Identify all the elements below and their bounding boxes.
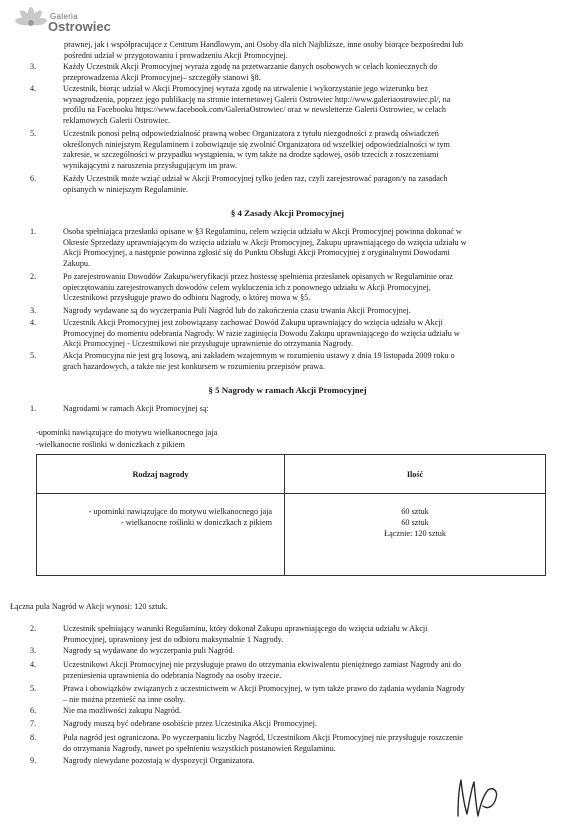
table-header-cell: Ilość: [285, 455, 546, 494]
item-number: 4.: [30, 660, 37, 669]
item-number: 5.: [30, 129, 37, 138]
list-item: [30, 624, 546, 645]
item-number: 9.: [30, 756, 37, 765]
text-line: Uczestnik ponosi pełną odpowiedzialność prawną wobec Organizatora z tytułu niezgodności z prawdą oświadczeń: [63, 129, 439, 138]
text-line: Akcji Promocyjnej, a następnie powinna zgłosić się do Punktu Obsługi Akcji Promocyjnej z oryginalnymi Dowodami: [63, 248, 450, 258]
list-item: [30, 306, 546, 317]
text-line: Promocyjnej do momentu odebrania Nagrody. W razie zaginięcia Dowodu Zakupu uprawniającego do wzięcia udziału w: [63, 328, 460, 338]
table-header-row: [37, 455, 546, 494]
item-number: 3.: [30, 306, 37, 315]
prize-table: [36, 454, 546, 576]
text-line: Promocyjnej, uprawniony jest do odbioru maksymalnie 1 Nagrody.: [63, 634, 284, 644]
text-line: Uczestnik Akcji Promocyjnej jest zobowiązany zachować Dowód Zakupu uprawniający do wzięcia udziału w Akcji: [63, 318, 443, 327]
text-line: Akcji Promocyjnej - Uczestnikowi nie przysługuje uprawnienie do otrzymania Nagrody.: [63, 339, 354, 349]
cell-line: 60 sztuk: [401, 517, 429, 527]
list-item: [30, 684, 546, 705]
list-item: [30, 660, 546, 681]
table-cell-prize-types: [37, 494, 285, 576]
text-line: Osoba spełniająca przesłanki opisane w §3 Regulaminu, celem wzięcia udziału w Akcji Promocyjnej powinna dokonać w: [63, 227, 462, 236]
text-line: Uczestnikowi Akcji Promocyjnej nie przysługuje prawo do otrzymania ekwiwalentu pieniężnego zamiast Nagrody ani do: [63, 660, 462, 669]
cell-line: 60 sztuk: [401, 507, 429, 516]
section-5-title: § 5 Nagrody w ramach Akcji Promocyjnej: [208, 385, 367, 395]
cell-line: Łącznie: 120 sztuk: [384, 528, 446, 538]
text-line: Nagrody wydawane są do wyczerpania Puli Nagród lub do zakończenia czasu trwania Akcji Promocyjnej.: [63, 306, 411, 315]
prize-pool-total: Łączna pula Nagród w Akcji wynosi: 120 sztuk.: [10, 602, 168, 611]
list-item: [30, 227, 546, 269]
list-item: [30, 404, 546, 415]
list-item: [30, 719, 546, 730]
list-item: [30, 84, 546, 126]
galeria-ostrowiec-logo: [14, 6, 124, 42]
list-item: [30, 706, 546, 717]
text-line: profilu na Facebooku https://www.facebook.com/GaleriaOstrowiec/ oraz w newsletterze Galerii Ostrowiec, w celach: [63, 105, 447, 115]
section-4-title: § 4 Zasady Akcji Promocyjnej: [230, 208, 345, 218]
item-number: 7.: [30, 719, 37, 728]
item-number: 5.: [30, 351, 37, 360]
flower-logo-icon: [14, 6, 48, 40]
text-line: Zakupu.: [63, 258, 91, 268]
prize-list-item: -upominki nawiązujące do motywu wielkanocnego jaja: [36, 428, 218, 437]
list-item: [30, 733, 546, 754]
text-line: Akcja Promocyjna nie jest grą losową, ani zakładem wzajemnym w rozumieniu ustawy z dnia 19 listopada 2009 roku o: [63, 351, 455, 360]
item-number: 5.: [30, 684, 37, 693]
text-line: wynikającymi z naruszenia przysługującym im praw.: [63, 160, 238, 170]
text-line: przeprowadzenia Akcji Promocyjnej– szczegóły stanowi §8.: [63, 72, 261, 82]
text-line: opieczętowaniu zarejestrowanych dowodów celem wykluczenia ich z ponownego udziału w Akcji Promocyjnej,: [63, 282, 431, 292]
text-line: – nie można przenieść na inne osoby.: [63, 694, 186, 704]
item-number: 1.: [30, 404, 37, 413]
text-line: do otrzymania Nagrody, nawet po spełnieniu wszystkich postanowień Regulaminu.: [63, 743, 336, 753]
item-number: 3.: [30, 646, 37, 655]
continued-paragraph: [64, 40, 546, 61]
list-item: [30, 756, 546, 767]
cell-line: - upominki nawiązujące do motywu wielkanocnego jaja: [88, 507, 272, 516]
text-line: wynagrodzenia, poprzez jego publikację na stronie internetowej Galerii Ostrowiec http://www.galeriaostrowiec.pl/, na: [63, 94, 451, 104]
list-item: [30, 272, 546, 304]
logo-text-galeria: Galeria: [50, 12, 78, 21]
item-number: 4.: [30, 318, 37, 327]
item-number: 8.: [30, 733, 37, 742]
text-line: określonych niniejszym Regulaminem i zobowiązuje się zwolnić Organizatora od wszelkiej odpowiedzialności w tym: [63, 139, 450, 149]
text-line: grach hazardowych, a także nie jest konkursem w rozumieniu przepisów prawa.: [63, 361, 325, 371]
list-item: [30, 62, 546, 83]
prize-list-item: -wielkanocne roślinki w doniczkach z pikiem: [36, 440, 185, 449]
text-line: Nagrodami w ramach Akcji Promocyjnej są:: [63, 404, 209, 413]
item-number: 3.: [30, 62, 37, 71]
text-line: Uczestnik, biorąc udział w Akcji Promocyjnej wyraża zgodę na utrwalenie i wykorzystanie jego wizerunku bez: [63, 84, 428, 93]
logo-text-ostrowiec: Ostrowiec: [48, 19, 111, 34]
list-item: [30, 646, 546, 657]
text-line: Uczestnik spełniający warunki Regulaminu, który dokonał Zakupu uprawniającego do wzięcia udziału w Akcji: [63, 624, 428, 633]
list-item: [30, 174, 546, 195]
text-line: opisanych w niniejszym Regulaminie.: [63, 184, 189, 194]
item-number: 4.: [30, 84, 37, 93]
cell-line: - wielkanocne roślinki w doniczkach z pikiem: [121, 517, 272, 527]
text-line: Okresie Sprzedaży uprawniającym do wzięcia udziału w Akcji Promocyjnej, Zakupu uprawniającego do wzięcia udziału w: [63, 237, 467, 247]
handwritten-signature: [452, 776, 502, 822]
item-number: 6.: [30, 174, 37, 183]
item-number: 2.: [30, 624, 37, 633]
text-line: reklamowych Galerii Ostrowiec.: [63, 115, 171, 125]
text-line: prawnej, jak i współpracujące z Centrum Handlowym, ani Osoby dla nich Najbliższe, inne osoby biorące bezpośredni lub: [64, 40, 464, 49]
text-line: Nagrody niewydane pozostają w dyspozycji Organizatora.: [63, 756, 255, 765]
text-line: Po zarejestrowaniu Dowodów Zakupu/weryfikacji przez hostessę spełnienia przesłanek opisanych w Regulaminie oraz: [63, 272, 453, 281]
list-item: [30, 318, 546, 350]
text-line: Uczestnikowi przysługuje prawo do odbioru Nagrody, o której mowa w §5.: [63, 293, 311, 303]
text-line: przeniesienia uprawnienia do odebrania Nagrody na osoby trzecie.: [63, 670, 282, 680]
list-item: [30, 129, 546, 171]
table-header-cell: Rodzaj nagrody: [37, 455, 285, 494]
table-row: [37, 494, 546, 576]
text-line: Nie ma możliwości zakupu Nagród.: [63, 706, 182, 715]
text-line: Każdy Uczestnik może wziąć udział w Akcji Promocyjnej tylko jeden raz, czyli zarejestrować paragon/y na zasadach: [63, 174, 448, 183]
item-number: 6.: [30, 706, 37, 715]
text-line: Każdy Uczestnik Akcji Promocyjnej wyraża zgodę na przetwarzanie danych osobowych w celach koniecznych do: [63, 62, 438, 71]
text-line: Prawa i obowiązków związanych z uczestnictwem w Akcji Promocyjnej, w tym także prawo do żądania wydania Nagrody: [63, 684, 465, 693]
text-line: zakresie, w szczególności w przypadku wystąpienia, w tym także na drodze sądowej, osób trzecich z roszczeniami: [63, 150, 439, 160]
list-item: [30, 351, 546, 372]
item-number: 2.: [30, 272, 37, 281]
table-cell-quantities: [285, 494, 546, 576]
text-line: Pula nagród jest ograniczona. Po wyczerpaniu liczby Nagród, Uczestnikom Akcji Promocyjnej nie przysługuje roszczenie: [63, 733, 463, 742]
text-line: Nagrody muszą być odebrane osobiście przez Uczestnika Akcji Promocyjnej.: [63, 719, 317, 728]
text-line: Nagrody są wydawane do wyczerpania puli Nagród.: [63, 646, 235, 655]
text-line: pośredni udział w przygotowaniu i prowadzeniu Akcji Promocyjnej.: [64, 50, 288, 60]
item-number: 1.: [30, 227, 37, 236]
